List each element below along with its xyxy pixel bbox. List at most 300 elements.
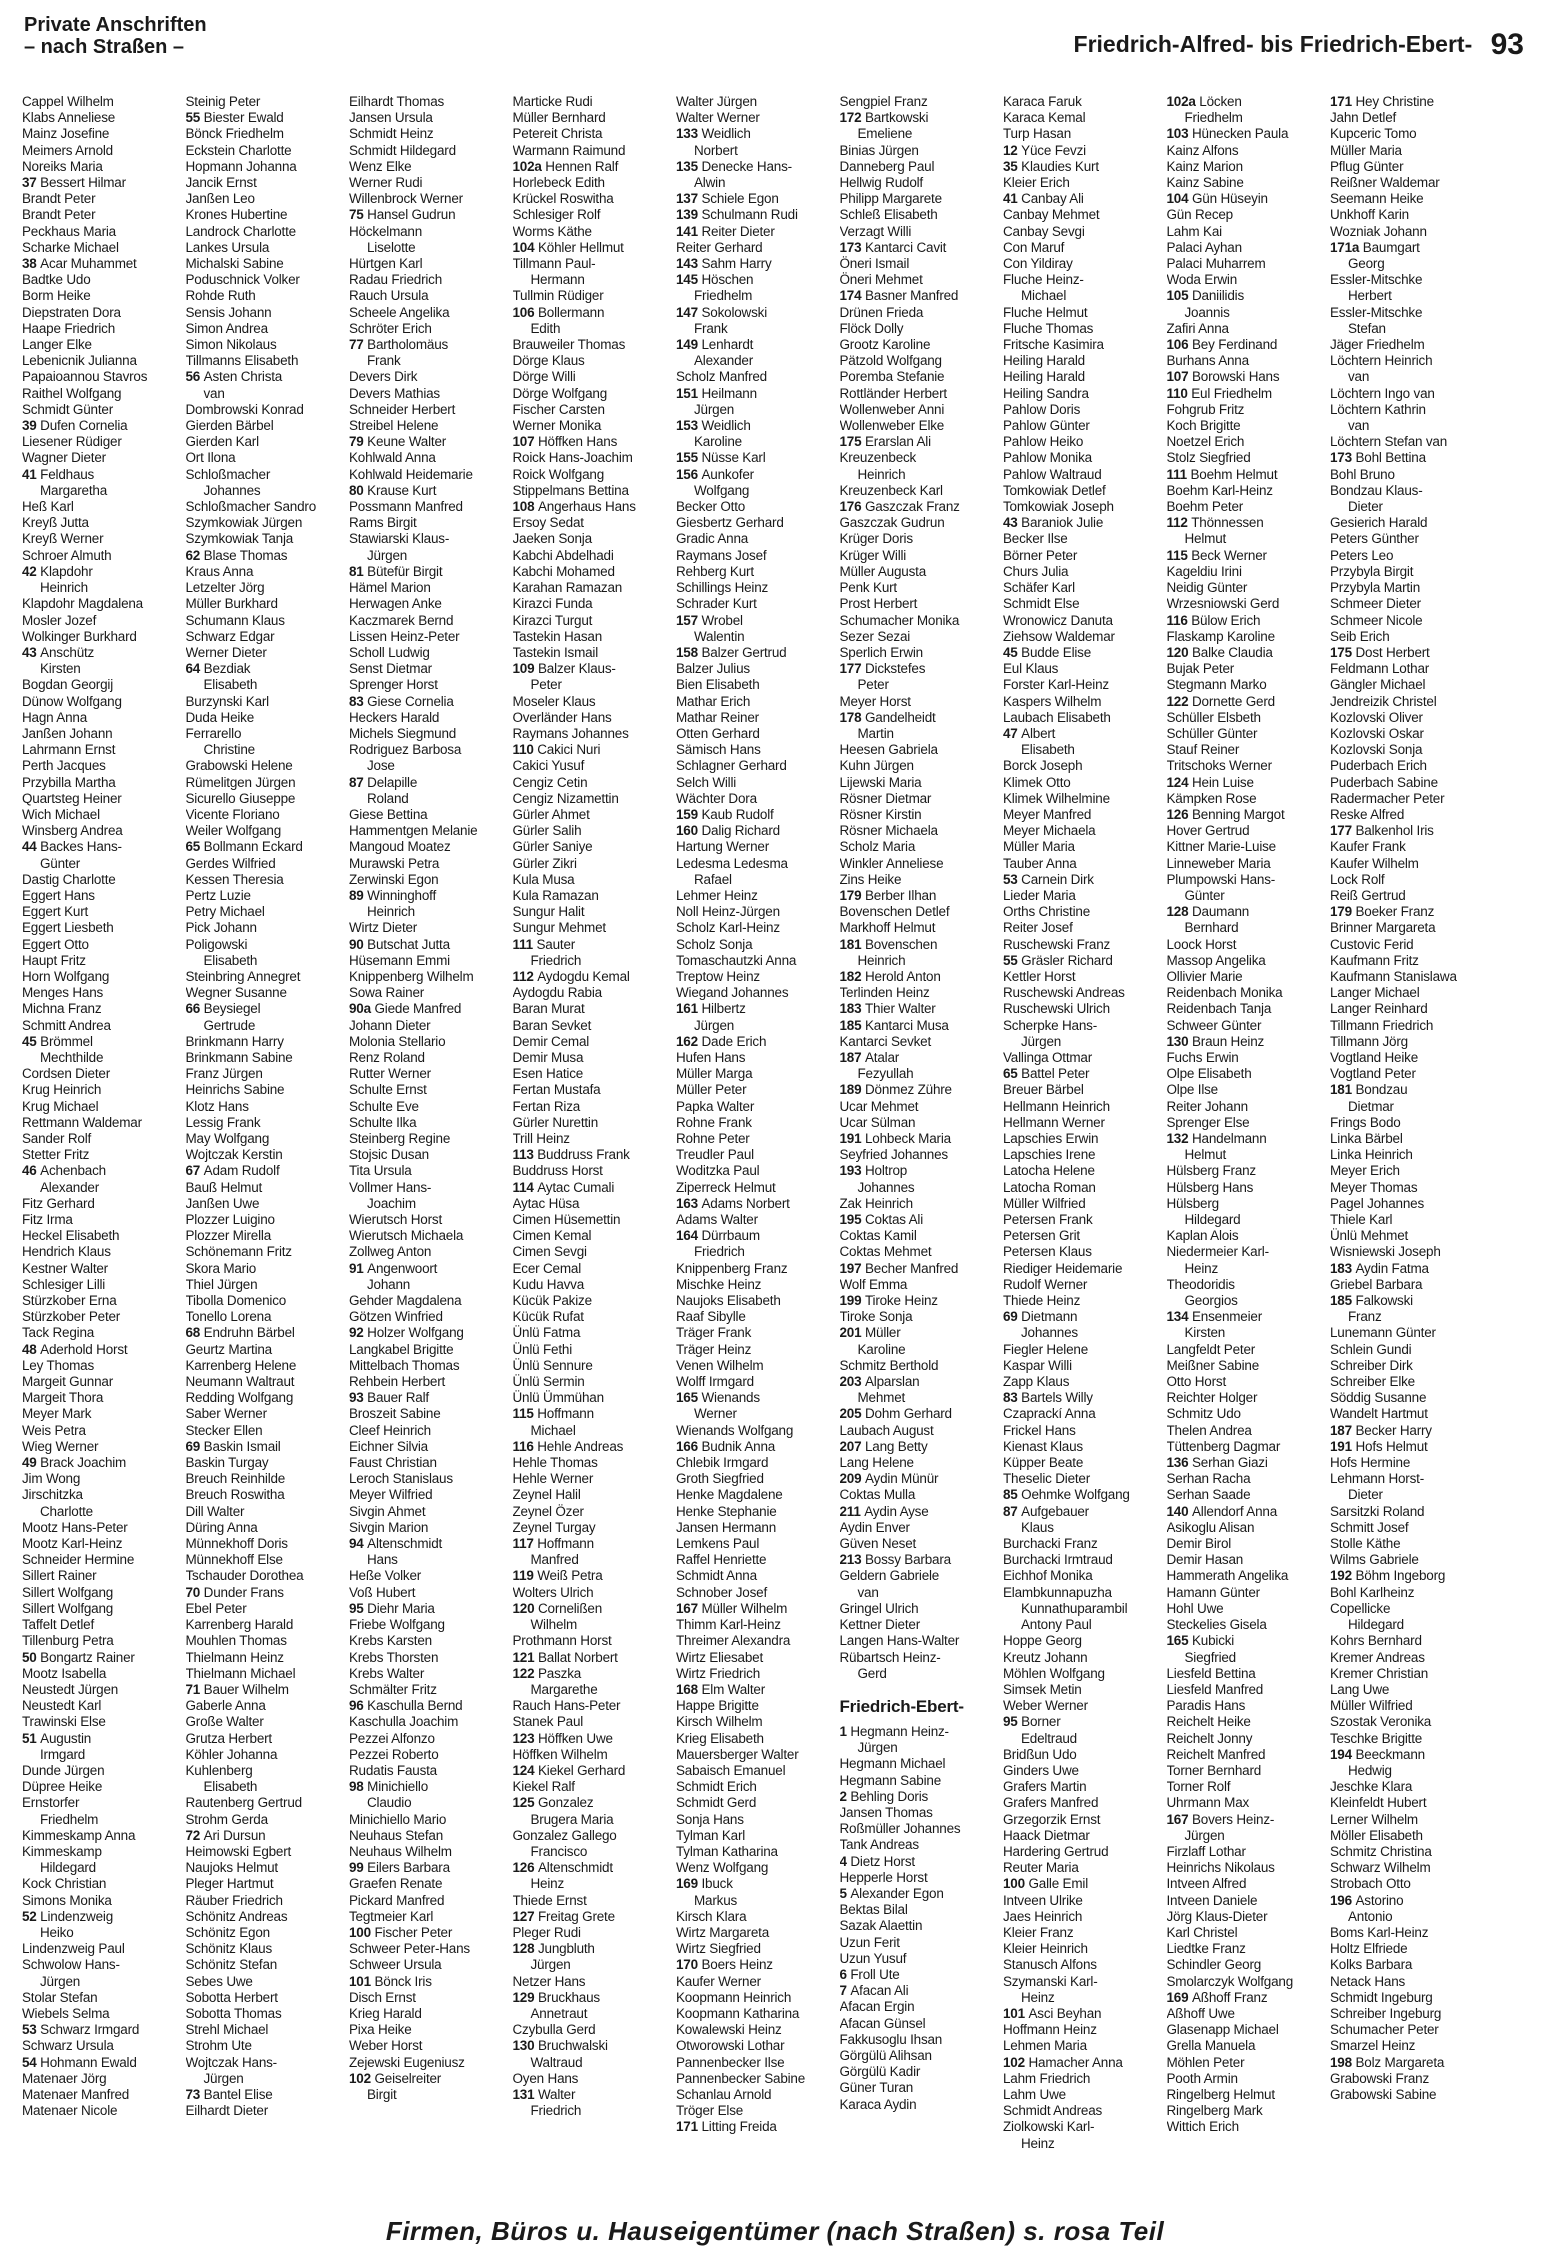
resident-name: Serhan Giazi xyxy=(1191,1455,1268,1471)
directory-entry: Demir Birol xyxy=(1166,1536,1232,1552)
directory-entry: Krieg Elisabeth xyxy=(676,1730,764,1746)
directory-entry xyxy=(840,1018,998,1034)
directory-entry: Hepperle Horst xyxy=(839,1869,928,1885)
directory-entry: Kohrs Bernhard xyxy=(1330,1633,1422,1649)
house-number: 145 xyxy=(676,272,702,288)
resident-name: Litting Freida xyxy=(701,2119,777,2135)
directory-entry: Bönck Friedhelm xyxy=(185,126,284,142)
directory-entry: Margarethe xyxy=(530,1681,598,1697)
directory-entry: Gesierich Harald xyxy=(1330,515,1428,531)
directory-entry: Radau Friedrich xyxy=(349,272,443,288)
directory-entry: Schreiber Elke xyxy=(1330,1374,1415,1390)
house-number: 62 xyxy=(185,547,204,563)
house-number: 137 xyxy=(676,191,702,207)
house-number: 95 xyxy=(1003,1714,1022,1730)
directory-entry: Mittelbach Thomas xyxy=(349,1357,460,1373)
directory-entry: Minichiello Mario xyxy=(349,1811,447,1827)
directory-entry xyxy=(676,1034,834,1050)
resident-name: Baumgart xyxy=(1362,239,1420,255)
directory-entry: Gaberle Anna xyxy=(185,1698,266,1714)
directory-entry: Fitz Gerhard xyxy=(22,1195,95,1211)
directory-entry: Müller Burkhard xyxy=(185,596,278,612)
directory-entry: Schrader Kurt xyxy=(676,596,757,612)
resident-name: Gonzalez xyxy=(537,1795,594,1811)
directory-entry: Gün Recep xyxy=(1166,207,1233,223)
directory-entry: Sungur Mehmet xyxy=(512,920,606,936)
house-number: 37 xyxy=(22,175,41,191)
house-number: 49 xyxy=(22,1455,41,1471)
directory-entry: Haack Dietmar xyxy=(1003,1827,1090,1843)
house-number: 107 xyxy=(1166,369,1192,385)
directory-entry: Steinbring Annegret xyxy=(185,968,301,984)
directory-entry: Demir Cemal xyxy=(512,1033,590,1049)
directory-entry: Knippenberg Franz xyxy=(676,1260,788,1276)
directory-entry: Hendrich Klaus xyxy=(22,1244,111,1260)
directory-entry: Hoffmann Heinz xyxy=(1003,2022,1097,2038)
directory-entry xyxy=(840,1082,998,1098)
directory-entry: Grzegorzik Ernst xyxy=(1003,1811,1101,1827)
directory-entry: Reichelt Heike xyxy=(1166,1714,1251,1730)
directory-entry: Wirtz Dieter xyxy=(349,920,418,936)
directory-entry xyxy=(513,499,671,515)
house-number: 93 xyxy=(349,1390,368,1406)
directory-entry: Lapschies Erwin xyxy=(1003,1131,1099,1146)
directory-entry: Kestner Walter xyxy=(22,1260,108,1276)
directory-entry xyxy=(840,1471,998,1487)
directory-entry: Cleef Heinrich xyxy=(349,1422,431,1438)
resident-name: Boehm Helmut xyxy=(1190,466,1278,482)
directory-entry: Stawiarski Klaus- xyxy=(349,531,450,547)
directory-entry: Faust Christian xyxy=(349,1455,437,1471)
directory-entry: Otten Gerhard xyxy=(676,725,760,741)
directory-entry xyxy=(349,1974,507,1990)
directory-entry: Fluche Helmut xyxy=(1003,304,1088,320)
directory-entry: Schmidt Andreas xyxy=(1003,2103,1103,2119)
directory-entry xyxy=(1167,288,1325,304)
directory-entry: Wirtz Margareta xyxy=(676,1924,770,1940)
house-number: 87 xyxy=(1003,1503,1022,1519)
resident-name: Braun Heinz xyxy=(1191,1033,1265,1049)
directory-entry: Eilhardt Dieter xyxy=(185,2103,269,2119)
house-number: 53 xyxy=(22,2022,41,2038)
directory-entry: Chlebik Irmgard xyxy=(676,1455,769,1471)
directory-entry: Kaplan Alois xyxy=(1166,1228,1239,1244)
house-number: 170 xyxy=(676,1957,702,1973)
directory-entry: Scholz Manfred xyxy=(676,369,767,385)
directory-entry: Haupt Fritz xyxy=(22,952,86,968)
directory-entry: Rauch Ursula xyxy=(349,288,429,304)
directory-entry: Weber Werner xyxy=(1003,1698,1088,1714)
resident-name: Alparslan xyxy=(864,1374,920,1390)
directory-entry: Burchacki Irmtraud xyxy=(1003,1552,1113,1568)
resident-name: Bessert Hilmar xyxy=(40,175,126,191)
directory-entry xyxy=(22,418,180,434)
directory-entry: Jaeken Sonja xyxy=(512,531,592,547)
directory-entry xyxy=(186,1163,344,1179)
house-number: 95 xyxy=(349,1600,368,1616)
directory-entry: Coktas Kamil xyxy=(839,1228,917,1244)
house-number: 203 xyxy=(839,1374,865,1390)
directory-entry xyxy=(840,1050,998,1066)
directory-entry: Hopmann Johanna xyxy=(185,158,297,174)
directory-entry: Herbert xyxy=(1348,288,1392,304)
resident-name: Altenschmidt xyxy=(367,1536,443,1552)
directory-entry: Fluche Heinz- xyxy=(1003,272,1084,288)
directory-entry xyxy=(1330,1893,1488,1909)
directory-entry: Zerwinski Egon xyxy=(349,871,439,887)
directory-entry: Scharke Michael xyxy=(22,239,119,255)
directory-entry: Paradis Hans xyxy=(1166,1698,1246,1714)
directory-entry: Kirsten xyxy=(1184,1325,1226,1341)
directory-entry: Reske Alfred xyxy=(1330,806,1405,822)
resident-name: Boers Heinz xyxy=(701,1957,773,1973)
directory-entry: Noetzel Erich xyxy=(1166,434,1245,450)
directory-entry: Sebes Uwe xyxy=(185,1973,253,1989)
directory-entry: Norbert xyxy=(694,142,738,158)
house-number: 171a xyxy=(1330,239,1363,255)
directory-entry: Ernstorfer xyxy=(22,1795,80,1811)
directory-entry: Lehmen Maria xyxy=(1003,2038,1087,2054)
directory-entry: Brinkmann Sabine xyxy=(185,1049,293,1065)
resident-name: Winninghoff xyxy=(367,887,437,903)
directory-entry: Lehmer Heinz xyxy=(676,887,758,903)
house-number: 102 xyxy=(1003,2054,1029,2070)
directory-entry: Fohgrub Fritz xyxy=(1166,401,1245,417)
directory-entry: Friedhelm xyxy=(40,1811,99,1827)
house-number: 168 xyxy=(676,1681,702,1697)
resident-name: Backes Hans- xyxy=(40,839,122,855)
house-number: 175 xyxy=(1330,644,1356,660)
directory-entry: Schlesiger Lilli xyxy=(22,1276,106,1292)
directory-entry: Szymanski Karl- xyxy=(1003,1973,1098,1989)
house-number: 101 xyxy=(1003,2005,1029,2021)
house-number: 179 xyxy=(839,887,865,903)
directory-entry: Demir Musa xyxy=(512,1049,584,1065)
directory-entry: Gierden Bärbel xyxy=(185,418,274,434)
directory-entry: Michael xyxy=(1021,288,1067,304)
directory-entry xyxy=(22,1909,180,1925)
directory-entry: Langkabel Brigitte xyxy=(349,1341,454,1357)
directory-entry: Jose xyxy=(367,758,395,774)
directory-entry: Schmitz Berthold xyxy=(839,1357,939,1373)
directory-entry: Sivgin Ahmet xyxy=(349,1503,426,1519)
resident-name: Klapdohr xyxy=(40,563,93,579)
house-number: 189 xyxy=(839,1082,865,1098)
directory-entry xyxy=(1003,953,1161,969)
directory-entry: Raymans Johannes xyxy=(512,725,629,741)
directory-entry: Becker Ilse xyxy=(1003,531,1068,547)
directory-entry xyxy=(513,1601,671,1617)
street-section-heading: Friedrich-Ebert- xyxy=(839,1696,964,1716)
directory-entry: Markus xyxy=(694,1892,738,1908)
directory-entry xyxy=(840,1374,998,1390)
house-number: 201 xyxy=(839,1325,865,1341)
directory-entry: Sämisch Hans xyxy=(676,742,761,758)
page-number: 93 xyxy=(1490,28,1524,61)
directory-entry: Horlebeck Edith xyxy=(512,175,605,191)
directory-entry xyxy=(1330,904,1488,920)
directory-entry: Hülsberg xyxy=(1166,1195,1219,1211)
directory-entry: Langer Elke xyxy=(22,337,92,353)
directory-entry: Mathar Reiner xyxy=(676,709,759,725)
directory-entry: Zollweg Anton xyxy=(349,1244,432,1260)
resident-name: Bartkowski xyxy=(864,110,929,126)
resident-name: Dürrbaum xyxy=(701,1228,760,1244)
directory-entry: Tegtmeier Karl xyxy=(349,1908,434,1924)
directory-entry: Heiling Sandra xyxy=(1003,385,1089,401)
directory-entry xyxy=(186,1439,344,1455)
directory-entry: Cimen Kemal xyxy=(512,1228,592,1244)
directory-entry: Hüsemann Emmi xyxy=(349,952,450,968)
directory-entry xyxy=(676,2119,834,2135)
directory-entry: Eichhof Monika xyxy=(1003,1568,1093,1584)
directory-entry: Löchtern Kathrin xyxy=(1330,401,1426,417)
directory-entry: Saber Werner xyxy=(185,1406,267,1422)
directory-entry: Reiter Gerhard xyxy=(676,239,763,255)
directory-entry: Kremer Andreas xyxy=(1330,1649,1425,1665)
directory-entry: Schmitt Andrea xyxy=(22,1017,111,1033)
directory-entry: Lemkens Paul xyxy=(676,1536,760,1552)
directory-entry: Kaspar Willi xyxy=(1003,1357,1072,1373)
directory-entry: Müller Maria xyxy=(1003,839,1075,855)
directory-entry: Esen Hatice xyxy=(512,1066,584,1082)
house-number: 157 xyxy=(676,612,702,628)
directory-entry: Schweer Ursula xyxy=(349,1957,442,1973)
directory-entry: Cengiz Cetin xyxy=(512,774,588,790)
resident-name: Weidlich xyxy=(701,418,751,434)
directory-entry xyxy=(1167,1990,1325,2006)
directory-entry: Tank Andreas xyxy=(839,1837,919,1853)
directory-entry: Jürgen xyxy=(1184,1827,1225,1843)
directory-entry: Sander Rolf xyxy=(22,1131,92,1146)
house-number: 113 xyxy=(512,1147,538,1163)
directory-entry: Schmeer Dieter xyxy=(1330,596,1421,612)
directory-entry: Rümelitgen Jürgen xyxy=(185,774,296,790)
directory-entry: Heinz xyxy=(1021,1989,1055,2005)
directory-entry: Reichter Holger xyxy=(1166,1390,1258,1406)
directory-entry xyxy=(1330,1439,1488,1455)
directory-entry: Fischer Carsten xyxy=(512,401,605,417)
house-number: 12 xyxy=(1003,142,1022,158)
directory-entry: Johannes xyxy=(203,482,261,498)
directory-entry: Kolks Barbara xyxy=(1330,1957,1413,1973)
resident-name: Bruckhaus xyxy=(537,1989,600,2005)
directory-entry: Ucar Sülman xyxy=(839,1114,916,1130)
directory-entry: Friebe Wolfgang xyxy=(349,1617,445,1633)
directory-entry xyxy=(513,1909,671,1925)
directory-entry: Schreiber Ingeburg xyxy=(1330,2005,1442,2021)
directory-entry: Schlein Gundi xyxy=(1330,1341,1412,1357)
directory-entry: Schleß Elisabeth xyxy=(839,207,938,223)
house-number: 102a xyxy=(512,158,546,174)
directory-entry xyxy=(840,1983,998,1999)
house-number: 197 xyxy=(839,1260,865,1276)
directory-entry: Müller Bernhard xyxy=(512,110,606,126)
directory-entry: Tibolla Domenico xyxy=(185,1293,287,1309)
directory-entry: Lahm Uwe xyxy=(1003,2086,1066,2102)
house-number: 213 xyxy=(839,1552,865,1568)
directory-entry: Szymkowiak Tanja xyxy=(185,531,294,547)
directory-entry: Hoppe Georg xyxy=(1003,1633,1082,1649)
directory-entry: Friedrich xyxy=(530,952,582,968)
directory-entry: Glasenapp Michael xyxy=(1166,2022,1279,2038)
house-number: 198 xyxy=(1330,2054,1356,2070)
directory-column-7 xyxy=(1003,94,1161,2194)
directory-entry: Rösner Kirstin xyxy=(839,806,922,822)
directory-entry: Brinner Margareta xyxy=(1330,920,1436,936)
directory-entry xyxy=(22,839,180,855)
house-number: 42 xyxy=(22,563,41,579)
house-number: 122 xyxy=(1166,693,1192,709)
directory-entry: Wenz Wolfgang xyxy=(676,1860,769,1876)
directory-entry: Landrock Charlotte xyxy=(185,223,296,239)
directory-entry: Warmann Raimund xyxy=(512,142,626,158)
resident-name: Hansel Gudrun xyxy=(367,207,456,223)
directory-entry xyxy=(22,1650,180,1666)
directory-entry: Lahm Friedrich xyxy=(1003,2070,1091,2086)
directory-entry: Meyer Manfred xyxy=(1003,806,1092,822)
directory-entry: Kohlwald Anna xyxy=(349,450,436,466)
resident-name: Weidlich xyxy=(701,126,751,142)
directory-entry: Reiß Gertrud xyxy=(1330,887,1406,903)
directory-entry: Otworowski Lothar xyxy=(676,2038,785,2054)
directory-entry: Sprenger Else xyxy=(1166,1114,1250,1130)
directory-entry: Kaschulla Joachim xyxy=(349,1714,459,1730)
resident-name: Lenhardt xyxy=(701,337,754,353)
house-number: 48 xyxy=(22,1341,41,1357)
directory-entry: Heinrich xyxy=(367,904,415,920)
directory-entry: Tullmin Rüdiger xyxy=(512,288,604,304)
directory-entry: Johannes xyxy=(857,1179,915,1195)
directory-entry: Kabchi Mohamed xyxy=(512,563,615,579)
house-number: 45 xyxy=(22,1033,41,1049)
directory-entry: Verzagt Willi xyxy=(839,223,912,239)
house-number: 124 xyxy=(1166,774,1192,790)
directory-entry: Hülsberg Hans xyxy=(1166,1179,1254,1195)
directory-entry: Kaufer Werner xyxy=(676,1973,761,1989)
house-number: 178 xyxy=(839,709,865,725)
directory-entry: Krüger Doris xyxy=(839,531,913,547)
directory-entry: Strobach Otto xyxy=(1330,1876,1411,1892)
resident-name: Nüsse Karl xyxy=(701,450,766,466)
directory-entry xyxy=(1330,1261,1488,1277)
directory-entry: Schumann Klaus xyxy=(185,612,285,628)
directory-entry: Jansen Ursula xyxy=(349,110,433,126)
house-number: 100 xyxy=(349,1924,375,1940)
directory-entry xyxy=(1167,386,1325,402)
directory-entry: Kohlwald Heidemarie xyxy=(349,466,473,482)
directory-entry: Wozniak Johann xyxy=(1330,223,1427,239)
directory-entry: Krones Hubertine xyxy=(185,207,288,223)
directory-entry: Adams Walter xyxy=(676,1212,758,1228)
house-number: 77 xyxy=(349,337,368,353)
directory-entry xyxy=(840,1406,998,1422)
house-number: 205 xyxy=(839,1406,865,1422)
house-number: 121 xyxy=(512,1649,538,1665)
directory-entry: Kettner Dieter xyxy=(839,1617,920,1633)
resident-name: Aderhold Horst xyxy=(40,1341,128,1357)
directory-entry xyxy=(1003,2006,1161,2022)
directory-entry xyxy=(676,613,834,629)
directory-entry: Wollenweber Anni xyxy=(839,401,945,417)
directory-entry: Jansen Hermann xyxy=(676,1519,777,1535)
house-number: 115 xyxy=(512,1406,538,1422)
directory-entry: Wienands Wolfgang xyxy=(676,1422,794,1438)
directory-entry: Ruschewski Ulrich xyxy=(1003,1001,1110,1017)
directory-entry: Threimer Alexandra xyxy=(676,1633,791,1649)
house-number: 7 xyxy=(839,1983,851,1999)
directory-entry: Vogtland Heike xyxy=(1330,1049,1419,1065)
directory-entry xyxy=(840,110,998,126)
resident-name: Hennen Ralf xyxy=(545,158,619,174)
resident-name: Giede Manfred xyxy=(374,1001,462,1017)
directory-entry: Möhlen Peter xyxy=(1166,2054,1245,2070)
directory-entry: Cimen Hüsemettin xyxy=(512,1212,621,1228)
directory-entry: Eilhardt Thomas xyxy=(349,94,445,109)
directory-entry: Stojsic Dusan xyxy=(349,1147,429,1163)
directory-entry: Sungur Halit xyxy=(512,904,585,920)
directory-entry: Hellmann Heinrich xyxy=(1003,1098,1110,1114)
directory-entry: Antonio xyxy=(1348,1908,1393,1924)
directory-entry: Canbay Sevgi xyxy=(1003,223,1085,239)
house-number: 130 xyxy=(1166,1033,1192,1049)
house-number: 55 xyxy=(1003,952,1022,968)
house-number: 107 xyxy=(512,434,538,450)
directory-entry: Latocha Helene xyxy=(1003,1163,1095,1179)
resident-name: Yüce Fevzi xyxy=(1021,142,1086,158)
directory-entry xyxy=(1003,726,1161,742)
directory-entry: Con Yildiray xyxy=(1003,256,1073,272)
house-number: 149 xyxy=(676,337,702,353)
directory-entry: Hellwig Rudolf xyxy=(839,175,923,191)
directory-entry: Bauß Helmut xyxy=(185,1179,263,1195)
resident-name: Gräsler Richard xyxy=(1021,952,1113,968)
directory-entry: Ziehsow Waldemar xyxy=(1003,628,1115,644)
directory-entry xyxy=(1003,1876,1161,1892)
house-number: 165 xyxy=(1166,1633,1192,1649)
directory-entry: Grabowski Franz xyxy=(1330,2070,1430,2086)
directory-entry: Burchacki Franz xyxy=(1003,1536,1098,1552)
directory-entry: Kücük Rufat xyxy=(512,1309,584,1325)
directory-entry: Hans xyxy=(367,1552,398,1568)
directory-entry: Zapp Klaus xyxy=(1003,1374,1070,1390)
directory-entry: Woditzka Paul xyxy=(676,1163,760,1179)
house-number: 101 xyxy=(349,1973,375,1989)
directory-entry: Pahlow Günter xyxy=(1003,418,1090,434)
resident-name: Aydogdu Kemal xyxy=(537,968,630,984)
directory-entry: Löchtern Ingo van xyxy=(1330,385,1435,401)
directory-entry: Wolters Ulrich xyxy=(512,1584,594,1600)
directory-entry: Öneri Ismail xyxy=(839,256,910,272)
directory-entry xyxy=(676,1001,834,1017)
directory-entry: Streibel Helene xyxy=(349,418,439,434)
directory-column-2 xyxy=(186,94,344,2194)
resident-name: Oehmke Wolfgang xyxy=(1021,1487,1130,1503)
directory-entry xyxy=(676,1439,834,1455)
directory-entry: Hartung Werner xyxy=(676,839,769,855)
house-number: 52 xyxy=(22,1908,41,1924)
directory-entry: Jaes Heinrich xyxy=(1003,1908,1083,1924)
directory-entry xyxy=(676,807,834,823)
directory-entry: Scholz Karl-Heinz xyxy=(676,920,780,936)
resident-name: Boeker Franz xyxy=(1355,904,1435,920)
directory-entry: Scholz Maria xyxy=(839,839,916,855)
directory-entry: Dombrowski Konrad xyxy=(185,401,304,417)
directory-entry: Coktas Mulla xyxy=(839,1487,916,1503)
directory-entry: Janßen Johann xyxy=(22,725,113,741)
house-number: 1 xyxy=(839,1723,851,1739)
directory-entry: Peters Günther xyxy=(1330,531,1419,547)
